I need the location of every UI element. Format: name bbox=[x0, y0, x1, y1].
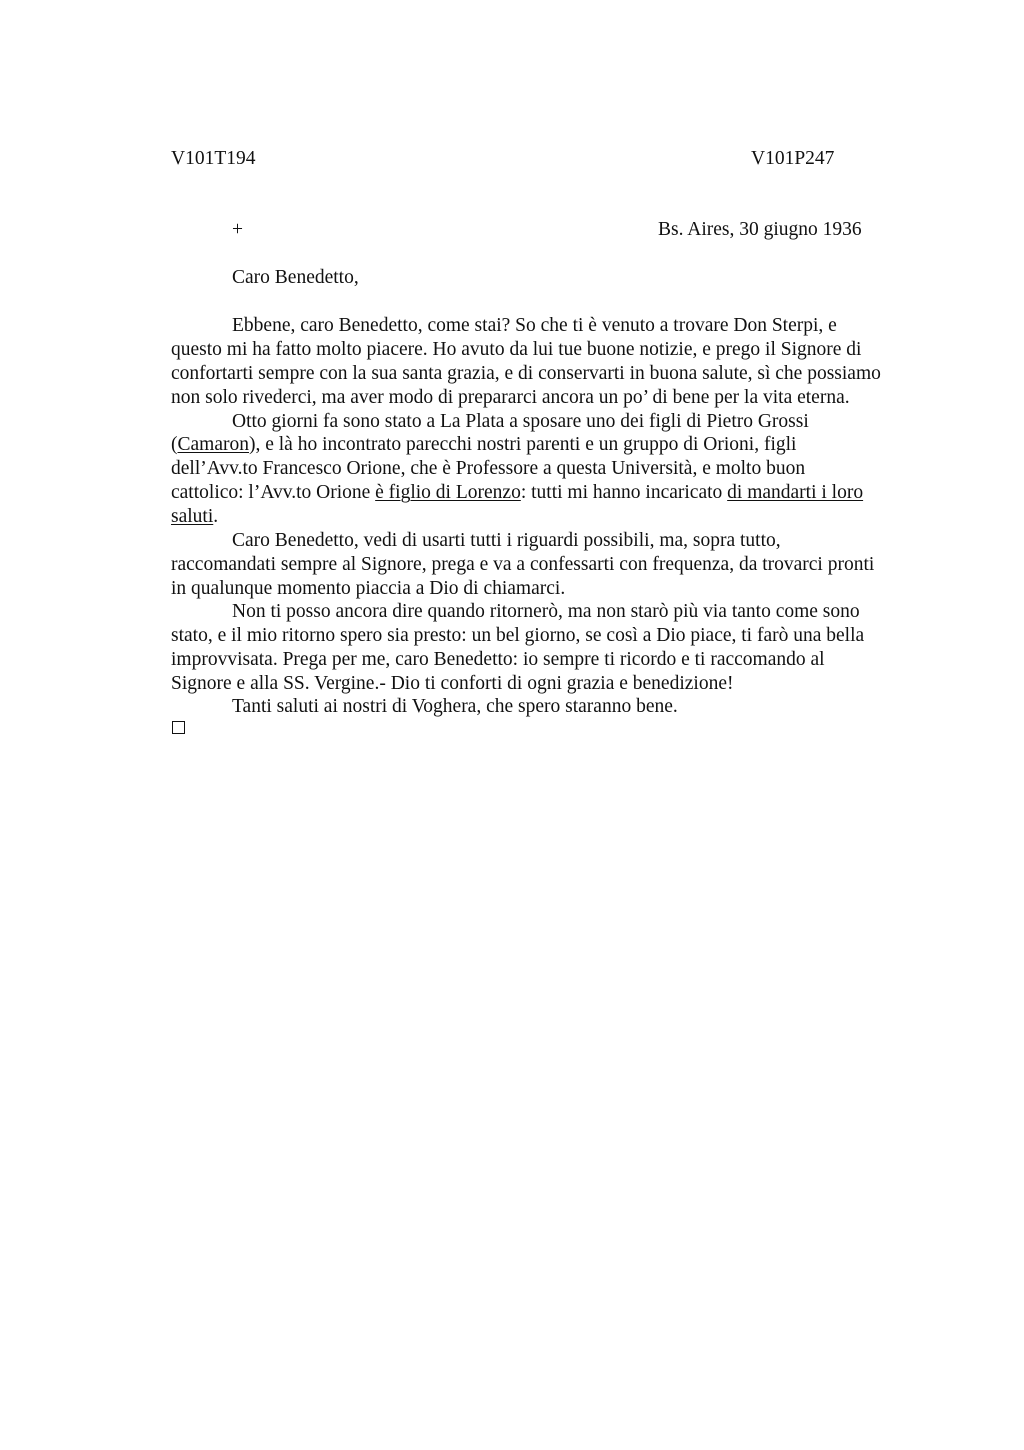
p3-line-2: raccomandati sempre al Signore, prega e va a confessarti con frequenza, da trovarci pronti bbox=[171, 554, 875, 575]
p2-line-2 bbox=[171, 434, 796, 456]
p1-line-4: non solo rivederci, ma aver modo di prepararci ancora un po’ di bene per la vita eterna. bbox=[171, 387, 850, 408]
p1-line-1: Ebbene, caro Benedetto, come stai? So che ti è venuto a trovare Don Sterpi, e bbox=[232, 315, 837, 336]
p3-line-3: in qualunque momento piaccia a Dio di chiamarci. bbox=[171, 578, 566, 599]
underlined-mandarti-saluti: di mandarti i loro bbox=[727, 482, 864, 503]
p2-line-4-a: cattolico: l’Avv.to Orione bbox=[171, 482, 376, 503]
p1-line-2: questo mi ha fatto molto piacere. Ho avuto da lui tue buone notizie, e prego il Signore di bbox=[171, 339, 862, 360]
p2-line-3: dell’Avv.to Francesco Orione, che è Professore a questa Università, e molto buon bbox=[171, 458, 806, 479]
cross-mark: + bbox=[232, 219, 243, 240]
p3-line-1: Caro Benedetto, vedi di usarti tutti i riguardi possibili, ma, sopra tutto, bbox=[232, 530, 781, 551]
p2-line-5-end: . bbox=[213, 506, 219, 527]
p2-line-4-b: : tutti mi hanno incaricato bbox=[520, 482, 728, 503]
p4-line-2: stato, e il mio ritorno spero sia presto: un bel giorno, se così a Dio piace, ti farò una bella bbox=[171, 625, 865, 646]
p2-line-1: Otto giorni fa sono stato a La Plata a sposare uno dei figli di Pietro Grossi bbox=[232, 411, 809, 432]
p2-line-2-rest: ), e là ho incontrato parecchi nostri parenti e un gruppo di Orioni, figli bbox=[248, 434, 797, 455]
place-date: Bs. Aires, 30 giugno 1936 bbox=[658, 219, 862, 240]
salutation: Caro Benedetto, bbox=[232, 267, 359, 288]
p2-line-5 bbox=[171, 506, 218, 528]
p5-line-1: Tanti saluti ai nostri di Voghera, che spero staranno bene. bbox=[232, 696, 678, 717]
end-square-icon bbox=[172, 721, 185, 734]
p4-line-4: Signore e alla SS. Vergine.- Dio ti conforti di ogni grazia e benedizione! bbox=[171, 673, 734, 694]
p4-line-3: improvvisata. Prega per me, caro Benedetto: io sempre ti ricordo e ti raccomando al bbox=[171, 649, 825, 670]
p2-line-4 bbox=[171, 482, 863, 504]
underlined-camaron: Camaron bbox=[177, 434, 249, 455]
p2-paren: ( bbox=[171, 434, 178, 455]
underlined-saluti: saluti bbox=[171, 506, 214, 527]
right-reference-code: V101P247 bbox=[751, 148, 835, 169]
p1-line-3: confortarti sempre con la sua santa grazia, e di conservarti in buona salute, sì che possiamo bbox=[171, 363, 881, 384]
p4-line-1: Non ti posso ancora dire quando ritornerò, ma non starò più via tanto come sono bbox=[232, 601, 860, 622]
left-reference-code: V101T194 bbox=[171, 148, 256, 169]
underlined-figlio-di-lorenzo: è figlio di Lorenzo bbox=[375, 482, 521, 503]
